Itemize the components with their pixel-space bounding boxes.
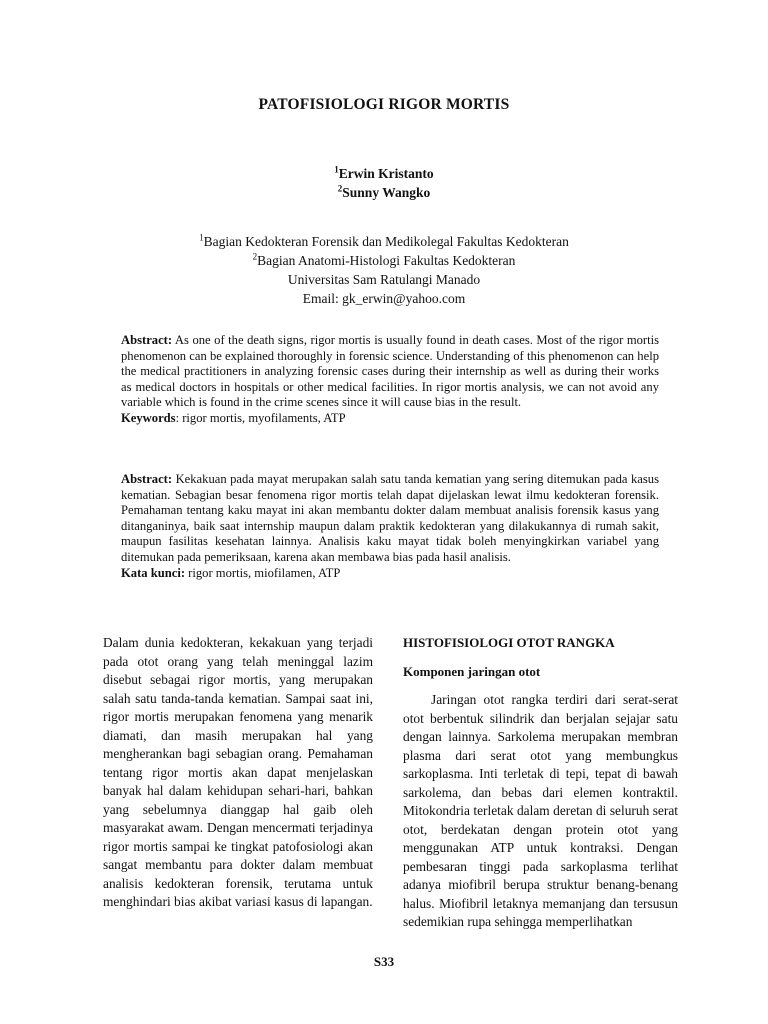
abstract-indonesian-text: Kekakuan pada mayat merupakan salah satu tanda kematian yang sering ditemukan pada kasus kematian. Sebagian besar fenomena rigor mortis telah dapat dijelaskan lewat ilmu kedokteran forensik. Pemahaman tentang kaku mayat ini akan membantu dokter dalam membuat analisis forensik kasus yang ditanganinya, baik saat internship maupun dalam praktik kedokteran yang dilakukannya di rumah sakit, maupun fasilitas kesehatan lainnya. Analisis kaku mayat tidak boleh menyingkirkan variabel yang ditemukan pada pemeriksaan, karena akan membawa bias pada hasil analisis. bbox=[121, 472, 659, 564]
author-2-sup: 2 bbox=[337, 183, 343, 194]
affiliation-2 bbox=[0, 251, 768, 270]
keywords-english-text: : rigor mortis, myofilaments, ATP bbox=[175, 410, 346, 425]
author-1 bbox=[0, 164, 768, 183]
abstract-indonesian-label: Abstract: bbox=[121, 472, 173, 486]
paper-title: PATOFISIOLOGI RIGOR MORTIS bbox=[258, 96, 510, 113]
affiliation-2-sup: 2 bbox=[252, 251, 258, 262]
keywords-indonesian-label: Kata kunci: bbox=[121, 565, 186, 580]
abstract-indonesian bbox=[121, 472, 659, 581]
author-list bbox=[0, 164, 768, 202]
section-heading: HISTOFISIOLOGI OTOT RANGKA bbox=[403, 635, 615, 650]
affiliation-email: Email: gk_erwin@yahoo.com bbox=[302, 291, 466, 306]
abstract-english-text: As one of the death signs, rigor mortis is usually found in death cases. Most of the rigor mortis phenomenon can be explained thoroughly in forensic science. Understanding of this phenomenon can help the medical practitioners in analyzing forensic cases during their internship as well as during their works as medical doctors in hospitals or other medical facilities. In rigor mortis analysis, we can not avoid any variable which is found in the crime scenes since it will cause bias in the result. bbox=[121, 333, 659, 410]
abstract-english bbox=[121, 333, 659, 427]
keywords-indonesian bbox=[121, 566, 659, 582]
affiliation-1 bbox=[0, 232, 768, 251]
author-1-sup: 1 bbox=[334, 164, 339, 175]
body-paragraph: Jaringan otot rangka terdiri dari serat-serat otot berbentuk silindrik dan berjalan sejajar satu dengan lainnya. Sarkolema merupakan membran plasma dari serat otot yang membungkus sarkoplasma. Inti terletak di tepi, tepat di bawah sarkolema, dan bebas dari elemen kontraktil. Mitokondria terletak dalam deretan di seluruh serat otot, berdekatan dengan protein otot yang menggunakan ATP untuk kontraksi. Dengan pembesaran tinggi pada sarkoplasma terlihat adanya miofibril berupa struktur benang-benang halus. Miofibril letaknya memanjang dan tersusun sedemikian rupa sehingga memperlihatkan bbox=[403, 692, 678, 929]
keywords-english-label: Keywords bbox=[121, 410, 176, 425]
abstract-indonesian-body bbox=[121, 472, 659, 566]
subsection-heading: Komponen jaringan otot bbox=[403, 663, 541, 679]
author-1-name: Erwin Kristanto bbox=[338, 166, 434, 181]
author-2-name: Sunny Wangko bbox=[342, 185, 431, 200]
keywords-english bbox=[121, 411, 659, 427]
author-2 bbox=[0, 183, 768, 202]
page-number: S33 bbox=[373, 954, 395, 969]
affiliation-1-text: Bagian Kedokteran Forensik dan Medikolegal Fakultas Kedokteran bbox=[203, 234, 569, 249]
intro-paragraph: Dalam dunia kedokteran, kekakuan yang terjadi pada otot orang yang telah meninggal lazim disebut sebagai rigor mortis, yang merupakan salah satu tanda-tanda kematian. Sampai saat ini, rigor mortis merupakan fenomena yang menarik diamati, dan masih merupakan hal yang mengherankan bagi sebagian orang. Pemahaman tentang rigor mortis akan dapat menjelaskan banyak hal dalam kehidupan sehari-hari, bahkan yang sebelumnya dianggap hal gaib oleh masyarakat awam. Dengan mencermati terjadinya rigor mortis sampai ke tingkat patofosiologi akan sangat membantu para dokter dalam membuat analisis kedokteran forensik, terutama untuk menghindari bias akibat variasi kasus di lapangan. bbox=[103, 635, 373, 909]
affiliation-university: Universitas Sam Ratulangi Manado bbox=[287, 272, 481, 287]
left-column bbox=[103, 634, 373, 912]
right-column bbox=[403, 634, 678, 932]
affiliation-2-text: Bagian Anatomi-Histologi Fakultas Kedokteran bbox=[257, 253, 516, 268]
affiliations bbox=[0, 232, 768, 308]
affiliation-1-sup: 1 bbox=[199, 232, 204, 243]
abstract-english-body bbox=[121, 333, 659, 411]
abstract-english-label: Abstract: bbox=[121, 333, 173, 347]
keywords-indonesian-text: rigor mortis, miofilamen, ATP bbox=[185, 565, 341, 580]
